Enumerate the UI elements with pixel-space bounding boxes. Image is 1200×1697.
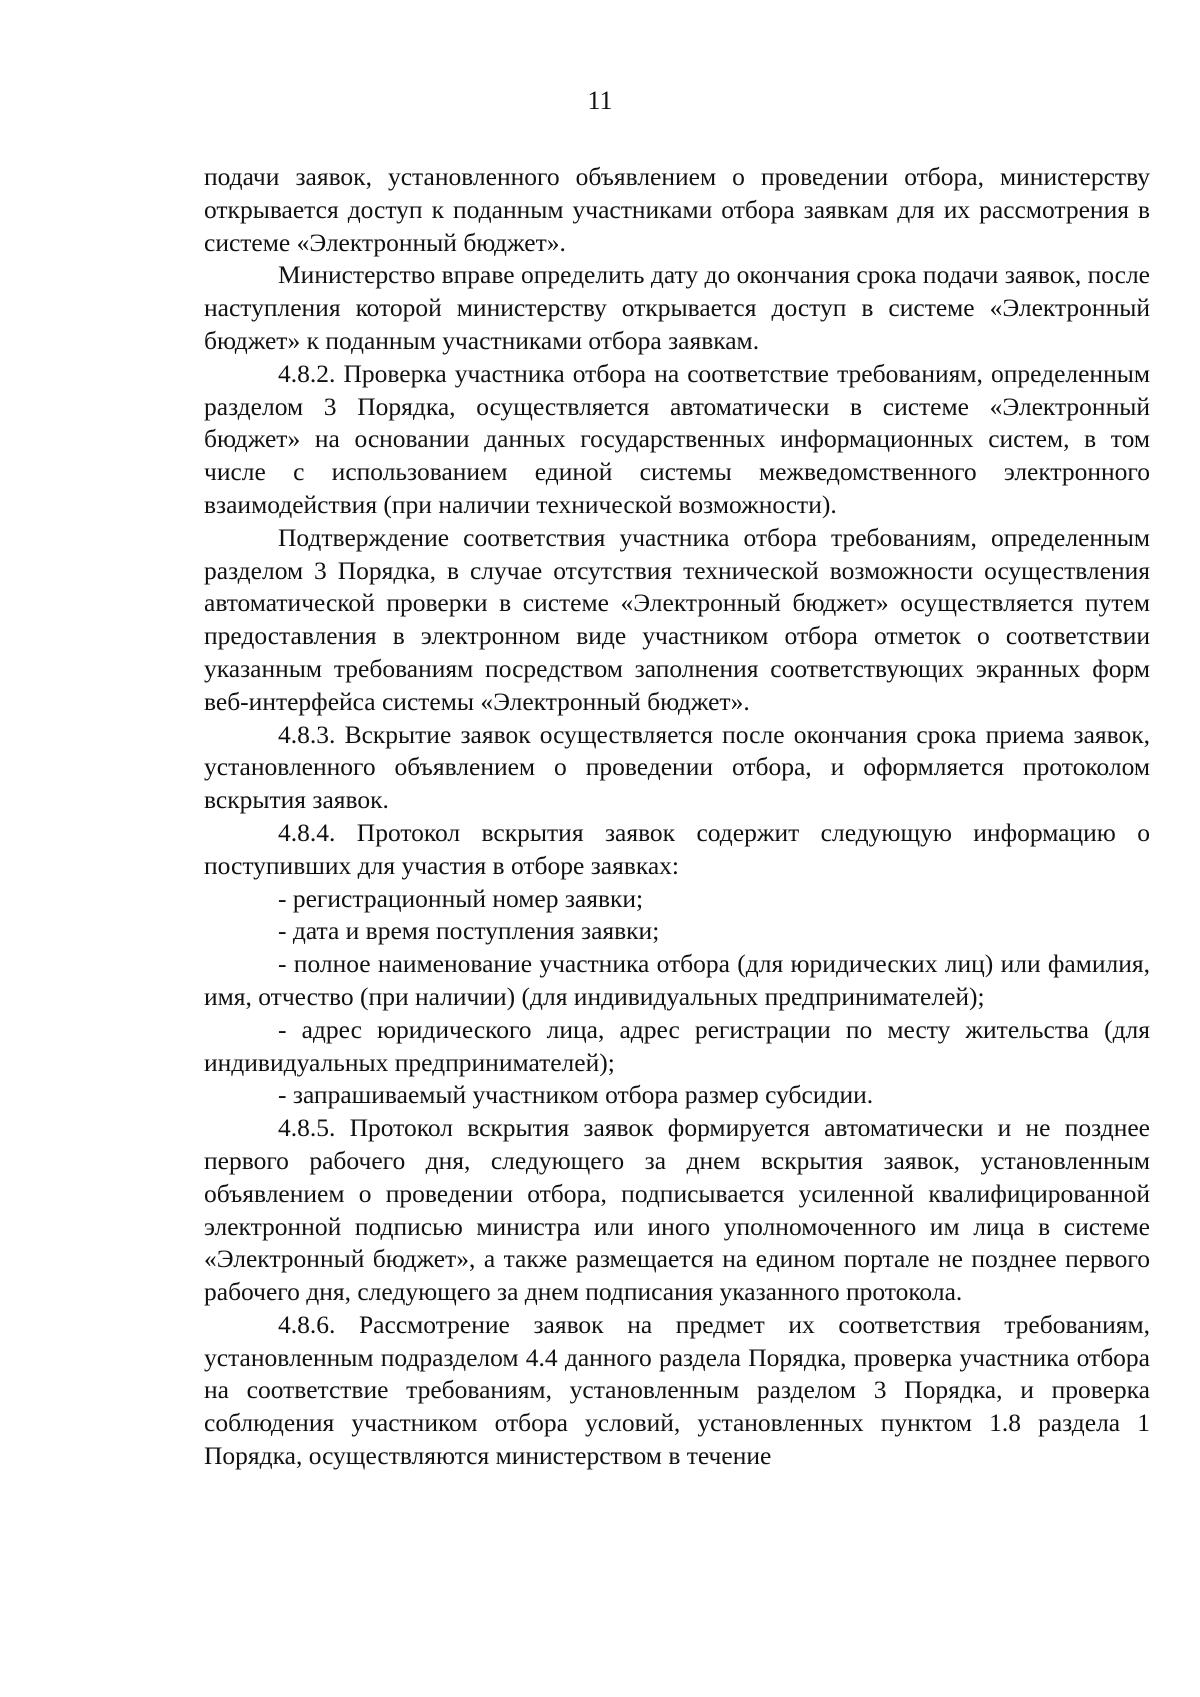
paragraph-continuation: подачи заявок, установленного объявлением о проведении отбора, министерству открывается доступ к поданным участниками отбора заявкам для их рассмотрения в системе «Электронный бюджет». (204, 162, 1150, 257)
paragraph-ministry-right: Министерство вправе определить дату до окончания срока подачи заявок, после наступления которой министерству открывается доступ в системе «Электронный бюджет» к поданным участниками отбора заявкам. (204, 260, 1150, 355)
paragraph-4-8-2: 4.8.2. Проверка участника отбора на соответствие требованиям, определенным разделом 3 Порядка, осуществляется автоматически в системе «Электронный бюджет» на основании данных государственных информационных систем, в том числе с использованием единой системы межведомственного электронного взаимодействия (при наличии технической возможности). (204, 358, 1150, 519)
paragraph-4-8-5: 4.8.5. Протокол вскрытия заявок формируется автоматически и не позднее первого рабочего дня, следующего за днем вскрытия заявок, установленным объявлением о проведении отбора, подписывается усиленной квалифицированной электронной подписью министра или иного уполномоченного им лица в системе «Электронный бюджет», а также размещается на едином портале не позднее первого рабочего дня, следующего за днем подписания указанного протокола. (204, 1113, 1150, 1307)
paragraph-4-8-3: 4.8.3. Вскрытие заявок осуществляется после окончания срока приема заявок, установленного объявлением о проведении отбора, и оформляется протоколом вскрытия заявок. (204, 719, 1150, 815)
paragraph-4-8-4: 4.8.4. Протокол вскрытия заявок содержит следующую информацию о поступивших для участия в отборе заявках: (204, 817, 1150, 880)
list-item-subsidy-amount: - запрашиваемый участником отбора размер субсидии. (278, 1080, 874, 1110)
list-item-full-name: - полное наименование участника отбора (для юридических лиц) или фамилия, имя, отчество (при наличии) (для индивидуальных предпринимателей); (204, 949, 1150, 1011)
document-body (204, 161, 1150, 1473)
paragraph-4-8-6: 4.8.6. Рассмотрение заявок на предмет их соответствия требованиям, установленным подразделом 4.4 данного раздела Порядка, проверка участника отбора на соответствие требованиям, установленным разделом 3 Порядка, и проверка соблюдения участником отбора условий, установленных пунктом 1.8 раздела 1 Порядка, осуществляются министерством в течение (204, 1309, 1150, 1471)
list-item-address: - адрес юридического лица, адрес регистрации по месту жительства (для индивидуальных предпринимателей); (204, 1014, 1150, 1077)
list-item-date-time: - дата и время поступления заявки; (278, 916, 660, 946)
paragraph-confirmation: Подтверждение соответствия участника отбора требованиям, определенным разделом 3 Порядка, в случае отсутствия технической возможности осуществления автоматической проверки в системе «Электронный бюджет» осуществляется путем предоставления в электронном виде участником отбора отметок о соответствии указанным требованиям посредством заполнения соответствующих экранных форм веб-интерфейса системы «Электронный бюджет». (204, 522, 1150, 716)
page-number: 11 (587, 86, 613, 115)
list-item-registration-number: - регистрационный номер заявки; (278, 883, 644, 913)
